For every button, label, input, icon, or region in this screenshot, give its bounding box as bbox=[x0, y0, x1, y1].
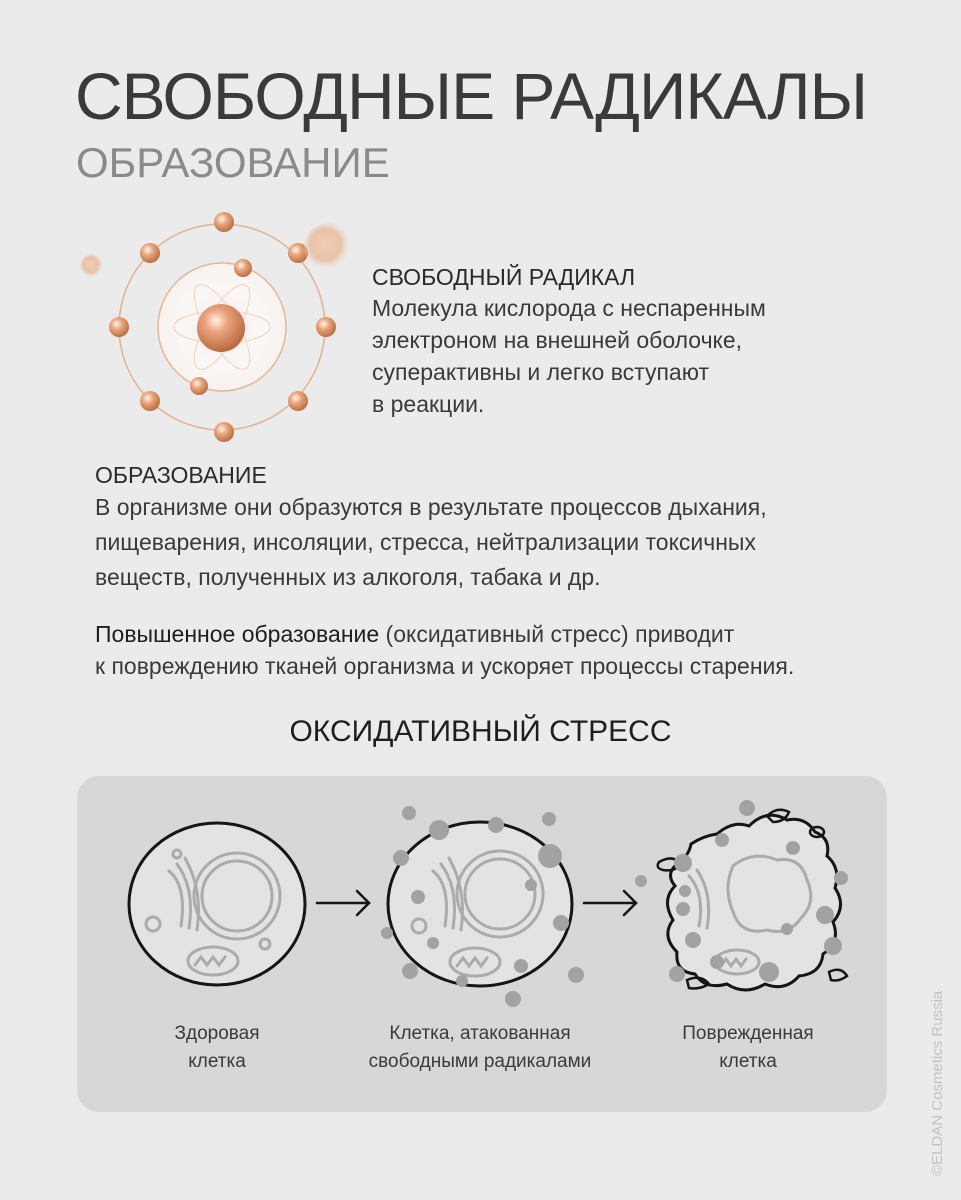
text-line: суперактивны и легко вступают bbox=[372, 359, 709, 385]
arrow-right-icon bbox=[317, 891, 369, 915]
text-fragment: (оксидативный стресс) приводит bbox=[379, 621, 735, 647]
caption-line: клетка bbox=[188, 1051, 246, 1072]
caption-line: клетка bbox=[719, 1051, 777, 1072]
text-line: веществ, полученных из алкоголя, табака и др. bbox=[95, 564, 601, 590]
caption-line: Поврежденная bbox=[682, 1023, 814, 1044]
page-title: СВОБОДНЫЕ РАДИКАЛЫ bbox=[75, 59, 868, 133]
text-line: в реакции. bbox=[372, 391, 485, 417]
caption-line: свободными радикалами bbox=[368, 1051, 592, 1072]
caption-line: Клетка, атакованная bbox=[389, 1023, 571, 1044]
caption-attacked-cell bbox=[350, 1020, 610, 1076]
damaged-cell-icon bbox=[635, 800, 848, 990]
arrow-right-icon bbox=[584, 891, 636, 915]
emphasis-text: Повышенное образование bbox=[95, 621, 380, 647]
caption-damaged-cell bbox=[618, 1020, 878, 1076]
free-radical-section bbox=[372, 262, 842, 420]
formation-heading: ОБРАЗОВАНИЕ bbox=[95, 462, 267, 488]
formation-description bbox=[95, 490, 895, 595]
copyright-credit: ©ELDAN Cosmetics Russia bbox=[929, 990, 946, 1176]
text-line: пищеварения, инсоляции, стресса, нейтрализации токсичных bbox=[95, 529, 756, 555]
oxidative-stress-panel bbox=[77, 776, 887, 1112]
healthy-cell-icon bbox=[129, 823, 305, 985]
text-line: В организме они образуются в результате процессов дыхания, bbox=[95, 494, 767, 520]
atom-illustration bbox=[70, 200, 370, 460]
free-radical-description bbox=[372, 292, 842, 420]
page-subtitle: ОБРАЗОВАНИЕ bbox=[76, 139, 390, 186]
increased-formation-paragraph bbox=[95, 618, 915, 682]
text-line bbox=[95, 618, 915, 650]
formation-section bbox=[95, 460, 895, 595]
free-radical-heading: СВОБОДНЫЙ РАДИКАЛ bbox=[372, 264, 636, 290]
caption-healthy-cell bbox=[87, 1020, 347, 1076]
oxidative-stress-title: ОКСИДАТИВНЫЙ СТРЕСС bbox=[289, 715, 672, 748]
text-line: Молекула кислорода с неспаренным bbox=[372, 295, 766, 321]
attacked-cell-icon bbox=[381, 806, 584, 1007]
caption-line: Здоровая bbox=[174, 1023, 260, 1044]
text-line: электроном на внешней оболочке, bbox=[372, 327, 743, 353]
text-line: к повреждению тканей организма и ускоряет процессы старения. bbox=[95, 653, 795, 679]
